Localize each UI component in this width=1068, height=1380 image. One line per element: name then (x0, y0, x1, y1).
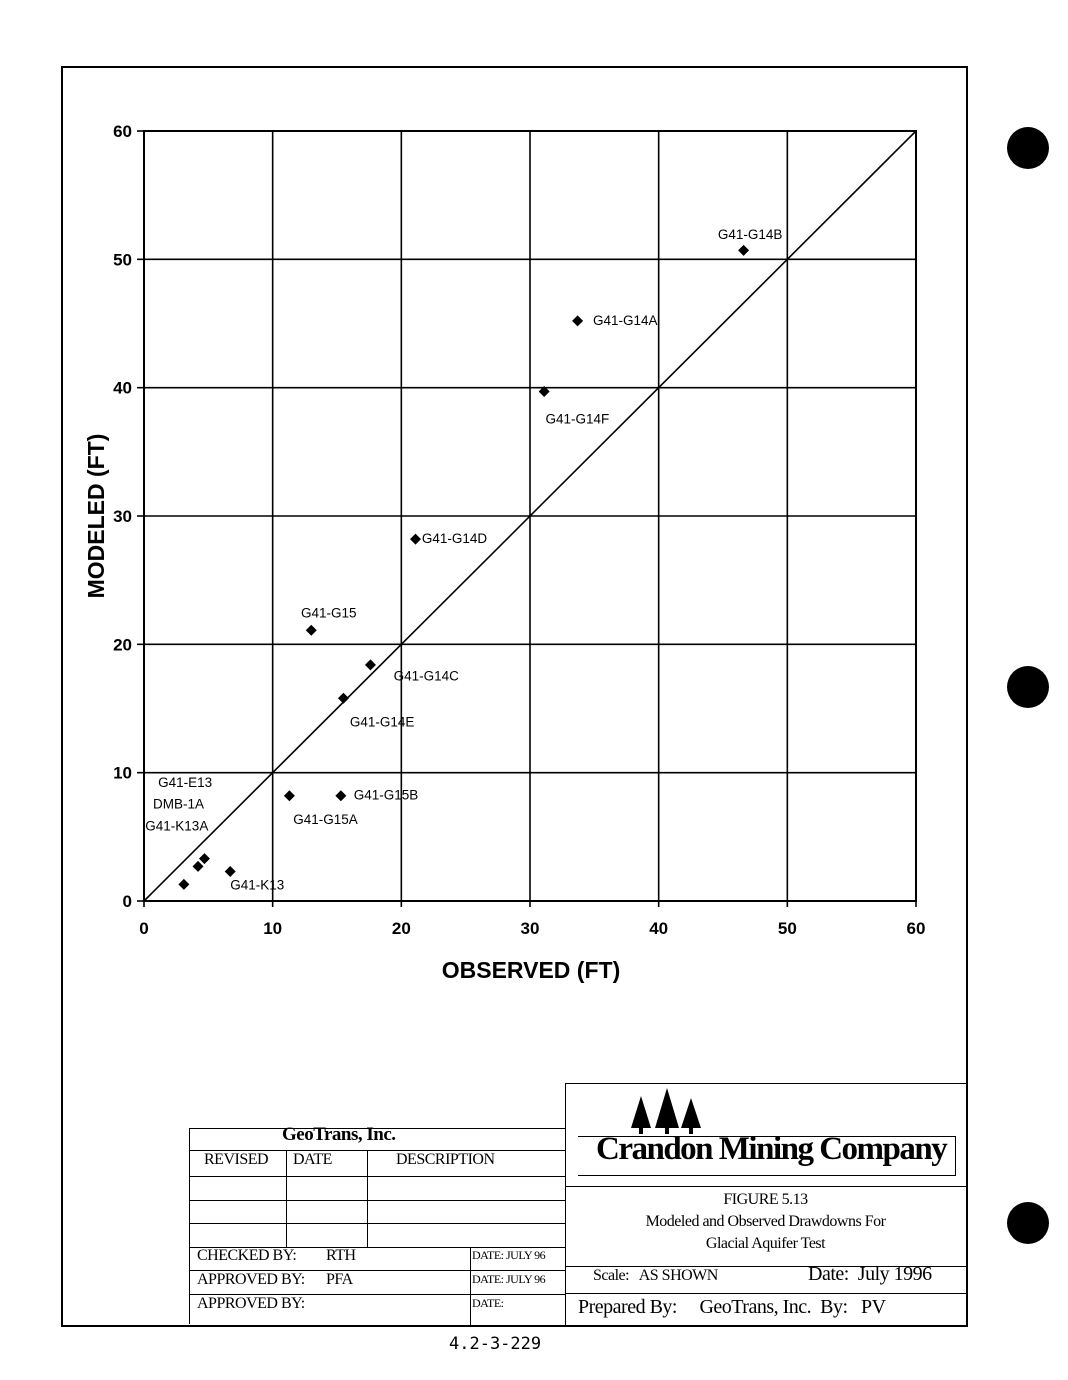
point-label: G41-G14D (421, 530, 488, 546)
tree-logo-icon (627, 1088, 707, 1136)
tb-company-left: GeoTrans, Inc. (282, 1124, 396, 1145)
page-number: 4.2-3-229 (449, 1334, 542, 1354)
tb-line (189, 1223, 566, 1224)
data-point (193, 861, 204, 872)
point-label: G41-G14F (545, 411, 610, 427)
x-tick-label: 40 (649, 919, 669, 938)
point-label: G41-G15A (293, 812, 358, 827)
data-point (199, 853, 210, 864)
tb-approved-date: DATE: JULY 96 (472, 1272, 546, 1286)
y-tick-label: 50 (113, 250, 132, 270)
tb-client-name: Crandon Mining Company (596, 1131, 947, 1167)
x-tick-label: 0 (139, 919, 149, 938)
tb-header-date: DATE (293, 1151, 332, 1168)
tb-header-description: DESCRIPTION (396, 1151, 495, 1168)
point-label: G41-G14A (593, 312, 658, 328)
x-tick-label: 10 (263, 919, 283, 938)
tb-figure-number: FIGURE 5.13 (723, 1191, 808, 1208)
data-point (338, 693, 349, 704)
tb-figure-title-2: Glacial Aquifer Test (705, 1235, 826, 1252)
tb-prepared-by: Prepared By: GeoTrans, Inc. By: PV (578, 1296, 886, 1318)
y-tick-label: 0 (122, 892, 132, 911)
tb-line (955, 1136, 956, 1176)
point-label: G41-K13 (230, 877, 285, 893)
x-tick-label: 50 (777, 919, 797, 938)
data-point (572, 315, 583, 326)
tb-checked-date: DATE: JULY 96 (472, 1248, 546, 1262)
tb-approved2-label: APPROVED BY: (197, 1295, 305, 1312)
point-label: G41-G15 (300, 605, 357, 621)
x-tick-label: 60 (906, 919, 926, 938)
x-axis-label: OBSERVED (FT) (441, 957, 621, 983)
data-point (410, 534, 421, 545)
tb-line (565, 1293, 966, 1294)
tb-line (565, 1186, 966, 1187)
data-point (225, 866, 236, 877)
data-point (738, 245, 749, 256)
point-label: DMB-1A (153, 796, 205, 812)
tb-figure-title-1: Modeled and Observed Drawdowns For (645, 1213, 886, 1230)
point-label: G41-G14C (393, 668, 459, 684)
point-label: G41-E13 (158, 774, 213, 790)
tb-line (286, 1150, 287, 1247)
point-label: G41-K13A (145, 818, 209, 834)
y-tick-label: 40 (113, 378, 132, 398)
data-point (306, 625, 317, 636)
tb-header-revised: REVISED (204, 1151, 269, 1168)
tb-line (189, 1200, 566, 1201)
tb-approved2-date: DATE: (472, 1296, 504, 1310)
y-tick-label: 20 (113, 635, 132, 655)
data-point (365, 659, 376, 670)
tb-line (189, 1176, 566, 1177)
y-tick-label: 60 (113, 122, 132, 141)
tb-line (578, 1175, 956, 1176)
tb-line (367, 1150, 368, 1247)
data-point (284, 790, 295, 801)
tb-line (565, 1083, 966, 1084)
tb-approved-label: APPROVED BY: (197, 1271, 305, 1288)
tb-checked-by: RTH (326, 1247, 356, 1264)
point-label: G41-G15B (353, 787, 419, 803)
x-tick-label: 20 (391, 919, 411, 938)
point-label: G41-G14E (349, 714, 415, 730)
data-point (335, 790, 346, 801)
tb-line (470, 1247, 471, 1325)
tb-scale: Scale: AS SHOWN (593, 1267, 718, 1284)
y-tick-label: 10 (113, 763, 132, 783)
y-tick-label: 30 (113, 507, 132, 526)
tb-checked-label: CHECKED BY: (197, 1247, 297, 1264)
data-point (178, 879, 189, 890)
point-label: G41-G14B (717, 226, 783, 242)
y-axis-label: MODELED (FT) (83, 433, 109, 599)
punch-hole (1007, 1202, 1049, 1244)
tb-date: Date: July 1996 (808, 1263, 932, 1285)
tb-approved-by: PFA (326, 1271, 353, 1288)
x-tick-label: 30 (520, 919, 540, 938)
